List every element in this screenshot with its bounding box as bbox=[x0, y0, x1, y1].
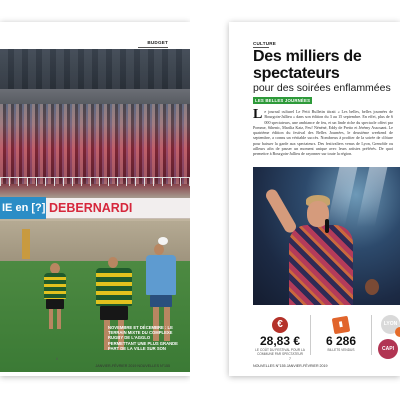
dropcap: L bbox=[253, 107, 263, 122]
wall-door bbox=[22, 229, 30, 259]
section-tag: CULTURE bbox=[253, 41, 277, 46]
body-paragraph: e journal culturel Le Petit Bulletin titrait « Les belles, belles journées de Bourgoin-Jallieu » dans son édition du 3 au 15 septembre. En effet, plus de 6 000 spectateurs, une ambiance de feu, et un linde riche du spectacle offert par Pomme, Sthenic, Marilia Katz, Feu! Nénéné, Eddy de Pretto et Jérémy Assouant. Le quatrième édition du festival des Belles Journées, le deuxième weekend de septembre, a connu un véritable succès. Nombreux à profiter de la soirée de clôture pour baisser la garde aux spectateurs. Des festivaliers venus de Lyon, Grenoble ou ailleurs afin de passer un moment unique avec leurs artistes préférés. De quoi permettre à Bourgoin-Jallieu de rayonner sur toute la région. bbox=[253, 109, 393, 157]
article-subtitle: pour des soirées enflammées bbox=[253, 82, 391, 94]
tag-rule bbox=[138, 47, 168, 48]
railing bbox=[0, 177, 190, 186]
badge-lyon: LYON bbox=[381, 315, 400, 334]
crowd bbox=[0, 104, 190, 184]
banner-debernardi: DEBERNARDI bbox=[46, 198, 190, 219]
banner-blue: IE en [?] bbox=[0, 197, 46, 219]
fan-head bbox=[365, 279, 379, 295]
folio: JANVIER-FÉVRIER 2019 NOUVELLES N°155 bbox=[95, 364, 170, 368]
folio: NOUVELLES N°155 JANVIER-FÉVRIER 2019 bbox=[253, 364, 328, 368]
stat-tickets bbox=[313, 305, 369, 366]
kicker-label: LES BELLES JOURNÉES bbox=[255, 98, 311, 103]
rugby-ball bbox=[158, 237, 168, 245]
stat-label: BILLETS VENDUS bbox=[327, 348, 355, 352]
singer-arm bbox=[264, 187, 298, 235]
badge-capi: CAPI bbox=[378, 339, 398, 359]
ticket-icon: ▮ bbox=[332, 316, 351, 335]
page-number: 7 bbox=[289, 357, 291, 361]
singer-shirt bbox=[289, 225, 353, 305]
stat-label: LE COÛT DU FESTIVAL POUR LA COMMUNE PAR SPECTATEUR bbox=[255, 348, 305, 356]
euro-icon: € bbox=[272, 317, 288, 333]
concert-photo bbox=[253, 167, 400, 305]
stage-light bbox=[357, 167, 388, 227]
left-page bbox=[0, 22, 190, 376]
stat-value: 6 286 bbox=[325, 334, 357, 348]
article-body bbox=[253, 109, 393, 157]
stat-cost bbox=[253, 305, 307, 366]
microphone bbox=[325, 219, 329, 233]
divider bbox=[371, 315, 372, 355]
article-title: Des milliers de spectateurs bbox=[253, 48, 362, 82]
badge-dot bbox=[395, 327, 400, 337]
stand-roof bbox=[0, 49, 190, 89]
divider bbox=[310, 315, 311, 355]
stats-bar bbox=[253, 305, 400, 366]
rugby-photo bbox=[0, 49, 190, 372]
section-tag: BUDGET bbox=[147, 40, 168, 45]
right-page bbox=[229, 22, 400, 376]
stat-value: 28,83 € bbox=[259, 334, 301, 348]
spread-gap bbox=[190, 0, 229, 400]
photo-caption: NOVEMBRE ET DÉCEMBRE : LE TERRAIN MIXTE DU COMPLEXE RUGBY DE L'AGGLO PERMETTANT UNE PLUS GRANDE PART DE LA VILLE SUR SON bbox=[108, 325, 178, 351]
page-number: 6 bbox=[56, 357, 58, 361]
stage-light bbox=[327, 167, 358, 227]
